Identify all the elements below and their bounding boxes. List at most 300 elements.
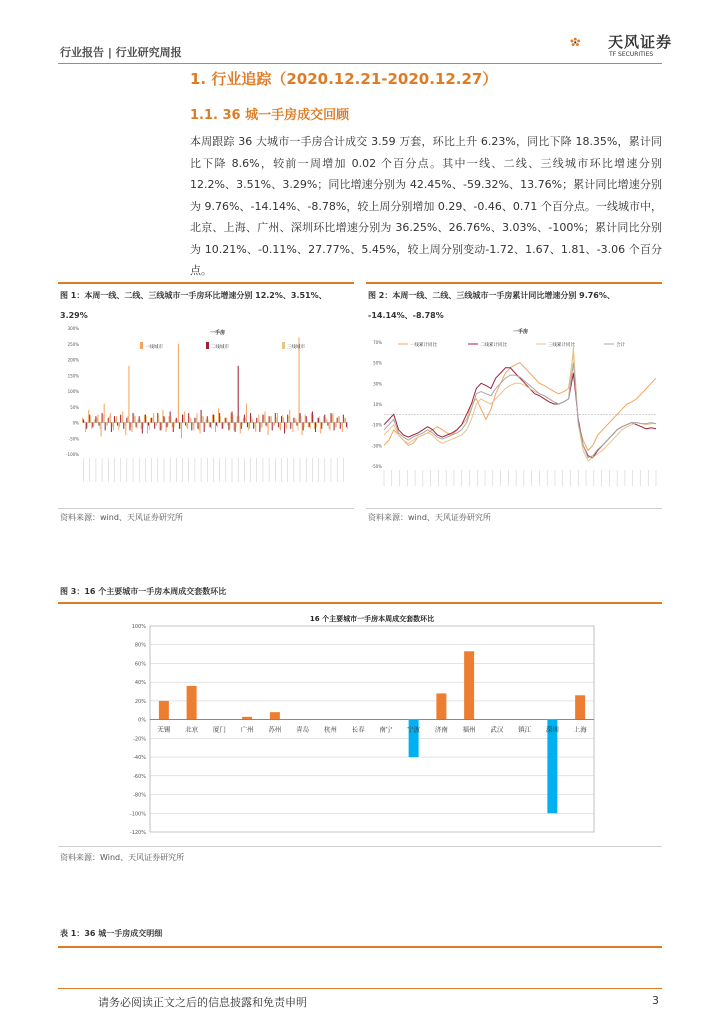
chart1-bar [249,423,250,429]
chart1-bar [284,423,285,434]
chart1-bar [267,423,268,428]
chart1-bar [242,423,243,426]
chart1-bar [102,413,103,422]
chart1-bar [191,423,192,431]
figure2-caption [368,286,664,326]
chart1-bar [82,418,83,423]
chart1-bar [184,411,185,422]
chart1-bar [180,423,181,429]
chart1-bar [187,423,188,429]
chart1-bar [344,418,345,423]
chart1-bar [314,423,315,429]
chart1-bar [154,423,155,429]
chart1-bar [252,419,253,422]
chart1-bar [130,423,131,428]
table1-caption: 表 1：36 城一手房成交明细 [60,929,163,938]
logo-text-cn: 天风证券 [608,33,673,51]
chart1-bar [90,416,91,422]
chart1-bar [256,418,257,423]
chart1-bar [164,418,165,423]
figure3-top-rule [58,602,662,604]
chart1-bar [302,423,303,436]
chart1-bar [251,416,252,422]
figure1-caption-line2: 3.29% [60,311,88,320]
chart3-category-label: 广州 [240,725,254,734]
chart1-bar [139,416,140,422]
figure3-caption: 图 3：16 个主要城市一手房本周成交套数环比 [60,587,227,596]
chart1-legend-label: 三线城市 [287,345,305,350]
chart1-ytick-label: 0% [72,420,79,426]
chart1-bar [87,423,88,428]
chart1-bar [229,423,230,429]
chart1-bar [308,423,309,428]
chart1-bar [328,423,329,429]
chart1-bar [323,416,324,422]
chart1-bar [334,423,335,431]
chart3-bar [242,717,252,720]
chart1-legend-swatch [140,342,143,349]
figure3-source: 资料来源：Wind、天风证券研究所 [60,853,185,862]
chart1-bar [104,404,105,423]
chart1-bar [209,423,210,428]
chart1-bar [329,423,330,431]
chart1-bar [250,413,251,422]
chart1-bar [311,413,312,422]
chart3-bar [436,693,446,719]
chart1-bar [340,423,341,429]
chart1-bar [319,416,320,422]
chart1-bar [306,416,307,422]
chart1-bar [324,415,325,423]
chart1-bar [120,415,121,423]
chart1-bar [151,418,152,423]
chart3-category-label: 北京 [185,725,199,734]
chart1-bar [186,423,187,428]
chart1-bar [190,418,191,423]
chart1-bar [300,413,301,422]
chart1-bar [269,416,270,422]
chart1-bar [128,366,129,423]
chart1-bar [295,419,296,422]
chart1-bar [129,423,130,431]
figure1-caption [60,286,356,326]
chart1-bar [264,411,265,422]
chart1-bar [182,415,183,423]
chart1-bar [84,421,85,423]
chart1-bar [98,423,99,426]
chart1-bar [118,423,119,431]
chart3-category-label: 深圳 [545,725,559,734]
chart1-bar [333,413,334,422]
chart3-bar [270,712,280,719]
chart1-bar [200,423,201,434]
chart1-bar [166,423,167,432]
chart1-bar [258,415,259,423]
chart1-bar [277,413,278,422]
chart1-bar [237,416,238,422]
chart1-ytick-label: -100% [66,452,79,457]
chart1-bar [270,416,271,422]
figure3-chart [116,608,602,838]
chart1-bar [113,423,114,431]
chart1-bar [135,416,136,422]
chart1-bar [112,423,113,428]
chart1-legend-label: 二线城市 [211,345,229,350]
chart1-bar [273,423,274,426]
chart1-bar [303,423,304,431]
chart1-bar [206,419,207,422]
chart1-bar [327,423,328,426]
chart1-bar [332,415,333,423]
chart1-bar [293,418,294,423]
chart1-bar [290,423,291,429]
chart1-bar [158,415,159,423]
chart1-bar [201,410,202,423]
breadcrumb: 行业报告 | 行业研究周报 [60,46,182,59]
chart2-title: 一手房 [513,329,529,335]
chart1-bar [141,423,142,429]
logo-text-en: TF SECURITIES [609,51,654,58]
chart1-bar [280,423,281,431]
chart1-bar [183,415,184,423]
chart1-bar [133,413,134,422]
chart1-bar [282,415,283,423]
chart3-ytick-label: -100% [129,811,146,818]
chart1-bar [275,413,276,422]
chart1-bar [223,423,224,426]
chart1-bar [171,416,172,422]
chart2-legend-label: 一线累计同比 [410,343,437,348]
chart2-series-line [384,363,656,458]
chart3-ytick-label: -20% [133,736,146,743]
chart1-bar [243,418,244,423]
chart1-ytick-label: -50% [68,436,79,442]
chart1-bar [272,423,273,431]
chart1-bar [274,423,275,426]
chart1-bar [83,419,84,422]
chart1-bar [142,423,143,434]
chart1-bar [341,423,342,426]
chart3-category-label: 长春 [351,725,365,734]
chart1-bar [279,423,280,429]
chart1-bar [196,413,197,422]
chart1-bar [93,423,94,426]
chart1-bar [204,423,205,432]
chart1-bar [345,418,346,423]
chart3-category-label: 青岛 [296,725,310,734]
chart2-ytick-label: -30% [371,443,382,449]
chart1-bar [174,423,175,428]
chart2-series-line [384,352,656,450]
chart1-bar [266,423,267,426]
chart3-ytick-label: -80% [133,792,146,799]
figure2-caption-line2: -14.14%、-8.78% [368,311,444,320]
chart1-bar [240,423,241,434]
chart2-ytick-label: -50% [371,464,382,469]
chart1-bar [255,423,256,432]
chart3-ytick-label: -40% [133,755,146,762]
chart1-bar [121,418,122,423]
chart1-bar [259,423,260,432]
chart1-bar [203,416,204,422]
chart1-bar [161,423,162,429]
chart1-bar [101,423,102,437]
chart1-bar [320,423,321,434]
chart1-bar [215,423,216,432]
chart2-ytick-label: 70% [373,340,382,345]
subsection-heading: 1.1. 36 城一手房成交回顾 [190,108,350,123]
chart1-bar [225,418,226,423]
chart1-bar [111,423,112,432]
chart1-bar [197,423,198,429]
chart3-ytick-label: 0% [138,717,146,724]
chart1-bar [178,344,179,423]
chart1-bar [124,423,125,426]
chart1-bar [134,415,135,423]
chart1-bar [326,419,327,422]
chart1-bar [95,416,96,422]
chart1-bar [173,423,174,432]
company-logo [568,22,608,62]
chart1-bar [137,423,138,429]
chart1-bar [347,423,348,429]
chart1-bar [276,418,277,423]
body-paragraph: 本周跟踪 36 大城市一手房合计成交 3.59 万套，环比上升 6.23%，同比下降 18.35%，累计同比下降 8.6%，较前一周增加 0.02 个百分点。其中一线、二线、三线城市环比增速分别 12.2%、3.51%、3.29%；同比增速分别为 42.45%、-59.32%、13.76%；累计同比增速分别为 9.76%、-14.14%、-8.78%，较上周分别增加 0.29、-0.46、0.71 个百分点。一线城市中，北京、上海、广州、深圳环比增速分别为 36.25%、26.76%、3.03%、-100%；累计同比分别为 10.21%、-0.11%、27.77%、5.45%，较上周分别变动-1.72、1.67、1.81、-3.06 个百分点。 [190,135,662,277]
chart1-bar [199,423,200,431]
chart2-legend-label: 二线累计同比 [480,343,507,348]
chart1-bar [301,416,302,422]
chart1-title: 一手房 [210,330,226,336]
chart1-bar [268,423,269,436]
chart1-legend-label: 一线城市 [145,345,163,350]
chart1-bar [257,419,258,422]
chart1-bar [110,413,111,422]
chart1-bar [89,415,90,423]
chart1-bar [239,416,240,422]
chart1-bar [176,418,177,423]
chart1-bar [177,419,178,422]
chart1-bar [281,416,282,422]
chart1-bar [286,423,287,429]
chart1-bar [315,423,316,432]
chart1-bar [126,418,127,423]
chart1-bar [342,423,343,432]
figure1-caption-line1: 图 1：本周一线、二线、三线城市一手房环比增速分别 12.2%、3.51%、 [60,291,327,300]
chart3-category-label: 武汉 [490,725,504,734]
chart1-bar [96,418,97,423]
chart1-bar [169,416,170,422]
chart1-bar [227,423,228,426]
chart1-bar [88,410,89,423]
chart3-ytick-label: 60% [134,661,146,668]
chart1-bar [271,416,272,422]
chart3-ytick-label: -120% [129,830,146,836]
chart3-category-label: 杭州 [323,725,337,734]
chart1-bar [214,415,215,423]
chart2-ytick-label: 30% [373,381,382,387]
chart1-bar [261,423,262,428]
chart1-bar [335,423,336,428]
chart3-category-label: 上海 [573,725,587,734]
table1-top-rule [58,946,662,948]
chart1-bar [156,423,157,426]
chart2-ytick-label: -10% [371,422,382,428]
chart1-ytick-label: 200% [67,357,79,363]
chart1-bar [339,416,340,422]
chart1-bar [211,423,212,429]
chart1-bar [235,423,236,432]
chart1-bar [309,423,310,428]
chart3-ytick-label: 100% [131,624,146,630]
chart1-bar [140,419,141,422]
chart1-bar [346,423,347,428]
chart1-ytick-label: 300% [67,326,79,331]
chart1-bar [210,423,211,428]
chart1-bar [160,423,161,431]
chart1-bar [246,404,247,423]
chart1-bar [149,423,150,431]
chart2-ytick-label: 10% [373,402,382,407]
figure1-chart [60,322,352,492]
chart1-legend-swatch [282,342,285,349]
chart2-legend-label: 合计 [616,343,625,348]
chart1-bar [105,423,106,431]
chart1-bar [241,423,242,429]
chart1-bar [152,418,153,423]
chart1-ytick-label: 50% [70,404,79,410]
chart1-bar [245,418,246,423]
chart1-bar [188,413,189,422]
chart1-bar [317,418,318,423]
chart1-bar [175,419,176,422]
chart1-bar [224,418,225,423]
chart1-bar [100,423,101,429]
chart1-bar [208,419,209,422]
chart3-bar [575,695,585,719]
chart1-bar [143,423,144,428]
chart1-bar [236,423,237,428]
chart1-bar [145,415,146,423]
chart1-bar [307,419,308,422]
chart2-legend-label: 三线累计同比 [548,343,575,348]
figure2-source: 资料来源：wind、天风证券研究所 [368,513,491,522]
chart1-bar [291,423,292,426]
figure2-caption-line1: 图 2：本周一线、二线、三线城市一手房累计同比增速分别 9.76%、 [368,291,615,300]
chart3-category-label: 宁波 [407,725,421,734]
logo-flower-icon [571,38,580,46]
chart1-bar [283,418,284,423]
chart1-bar [228,423,229,431]
chart1-bar [123,423,124,429]
chart1-bar [322,423,323,426]
chart1-bar [289,410,290,423]
chart1-bar [325,418,326,423]
chart1-bar [115,419,116,422]
chart1-bar [92,423,93,428]
chart1-bar [305,415,306,423]
chart1-bar [103,415,104,423]
chart1-bar [194,418,195,423]
chart1-bar [159,423,160,431]
chart1-bar [157,413,158,422]
chart3-bar [464,651,474,719]
chart1-bar [91,423,92,429]
chart3-ytick-label: 40% [134,680,146,687]
chart1-bar [248,423,249,431]
chart1-bar [138,419,139,422]
chart1-bar [321,423,322,429]
chart2-series-line [384,347,656,461]
chart1-bar [217,423,218,428]
chart3-category-label: 福州 [462,725,476,734]
chart1-bar [336,423,337,428]
chart1-bar [125,423,126,436]
chart1-bar [108,418,109,423]
chart1-ytick-label: 250% [67,341,79,347]
chart1-bar [107,423,108,426]
chart1-bar [150,418,151,423]
chart1-bar [230,413,231,422]
chart2-ytick-label: 50% [373,360,382,366]
footer-disclaimer: 请务必阅读正文之后的信息披露和免责申明 [98,996,307,1009]
chart1-bar [312,411,313,422]
chart1-bar [299,337,300,422]
footer-divider [58,988,662,989]
chart1-bar [136,423,137,428]
chart1-bar [119,423,120,428]
chart1-bar [297,423,298,431]
chart1-bar [106,423,107,426]
chart1-bar [212,415,213,423]
chart1-bar [167,423,168,428]
chart1-bar [288,416,289,422]
chart1-legend-swatch [206,342,209,349]
chart1-bar [292,423,293,432]
chart1-bar [122,411,123,422]
chart1-bar [170,411,171,422]
section-heading: 1. 行业追踪（2020.12.21-2020.12.27） [190,70,498,88]
chart1-bar [162,410,163,423]
chart1-bar [337,418,338,423]
chart1-bar [195,418,196,423]
chart3-bar [187,686,197,720]
chart1-bar [131,423,132,432]
chart1-ytick-label: 150% [67,373,79,379]
chart3-category-label: 苏州 [268,725,282,734]
chart3-ytick-label: -60% [133,773,146,780]
chart1-bar [189,416,190,422]
chart1-bar [294,418,295,423]
chart3-bar [159,701,169,720]
chart1-bar [278,423,279,428]
chart1-bar [116,416,117,422]
chart1-bar [181,423,182,439]
chart1-bar [192,423,193,426]
chart1-bar [153,413,154,422]
chart1-bar [219,413,220,422]
chart1-bar [330,413,331,422]
chart3-category-label: 镇江 [518,725,532,734]
chart1-bar [310,423,311,429]
chart1-bar [231,411,232,422]
chart3-category-label: 济南 [434,725,448,734]
chart1-bar [234,423,235,431]
chart1-bar [179,423,180,429]
chart3-ytick-label: 20% [134,698,146,705]
chart1-bar [260,423,261,429]
chart3-category-label: 无锡 [157,725,171,734]
chart1-ytick-label: 100% [67,389,79,394]
